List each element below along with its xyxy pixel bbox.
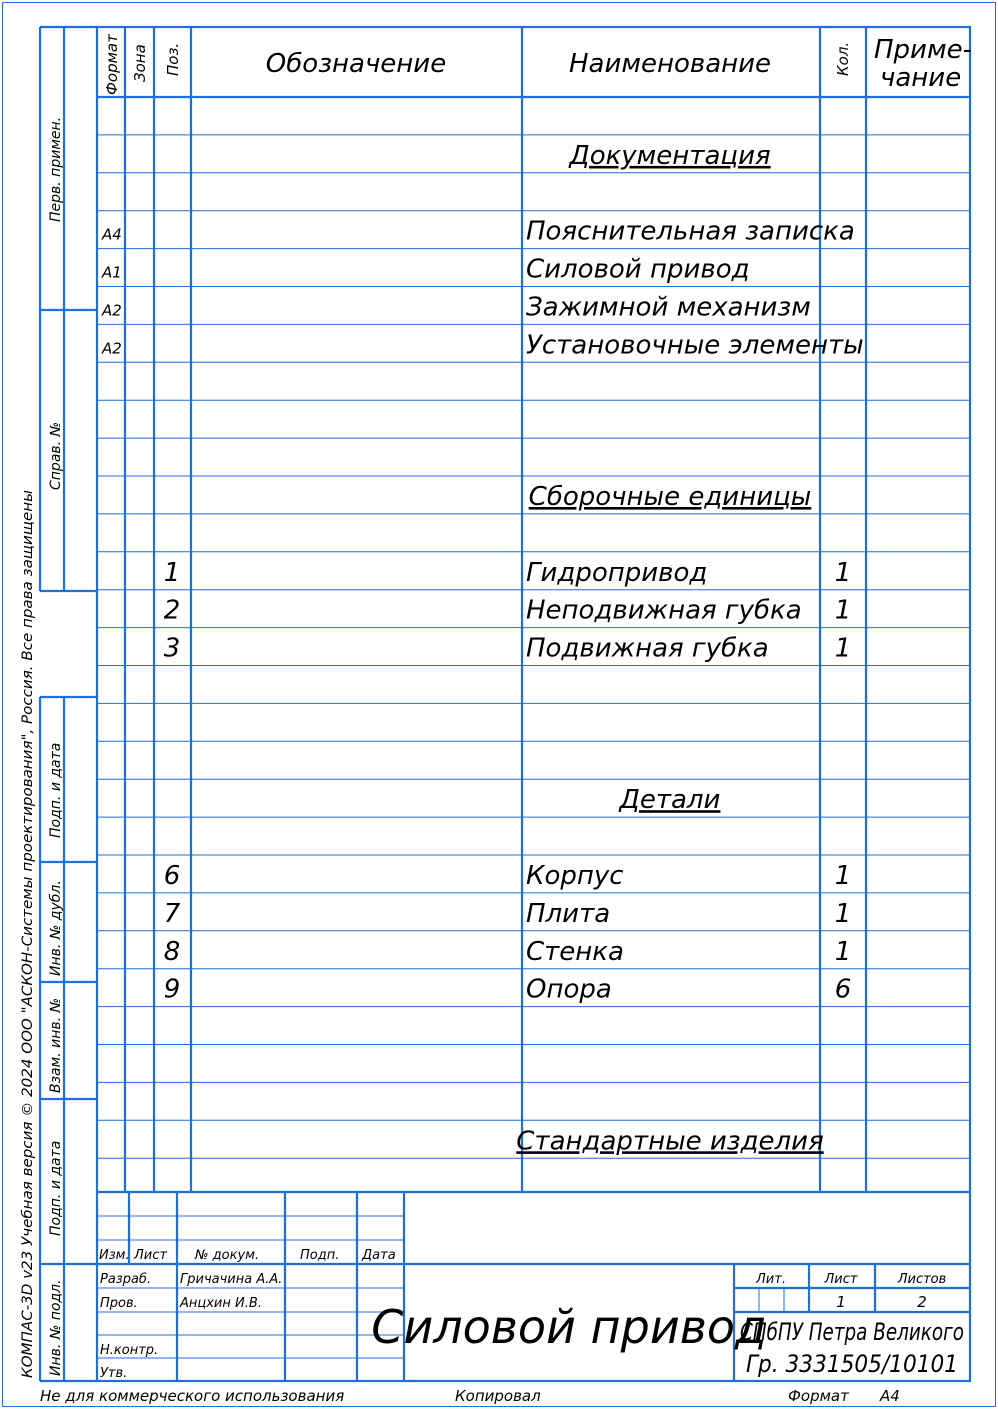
tb-sheet-label: Лист [824,1272,858,1287]
row-quantity: 1 [834,936,852,967]
row-format: А2 [102,301,122,320]
section-heading: Стандартные изделия [516,1126,824,1157]
header-name: Наименование [568,49,772,79]
title-block [99,1248,964,1381]
side-label-podp-data-2: Подп. и дата [48,1140,64,1236]
table-row [164,596,852,626]
table-row [529,482,812,512]
tb-razrab-name: Гричачина А.А. [180,1272,283,1287]
header-note-line1: Приме- [874,35,972,65]
table-row [164,937,852,967]
tb-razrab-label: Разраб. [100,1272,152,1287]
row-position: 6 [163,861,181,891]
side-label-podp-data-1: Подп. и дата [48,742,64,838]
row-name: Зажимной механизм [526,292,811,323]
row-name: Гидропривод [526,557,708,588]
row-format: А4 [102,225,122,244]
outer-frame [3,3,996,1407]
tb-sheets-label: Листов [897,1272,947,1287]
tb-utv-label: Утв. [100,1366,128,1381]
table-row [164,899,852,929]
tb-data: Дата [362,1248,396,1263]
row-position: 2 [163,595,181,626]
header-pos: Поз. [164,42,182,76]
footer-noncommercial: Не для коммерческого использования [40,1387,345,1405]
table-row [101,293,811,323]
row-position: 3 [163,633,181,664]
side-label-inv-podl: Инв. № подл. [48,1279,64,1376]
side-label-perv-primen: Перв. примен. [48,116,64,222]
row-position: 8 [163,936,181,967]
row-name: Опора [526,974,612,1005]
table-row [101,217,855,247]
table-row [101,255,750,285]
header-designation: Обозначение [265,49,447,79]
table-row [619,785,721,815]
row-format: А1 [102,263,122,282]
section-heading: Сборочные единицы [528,482,812,512]
footer-format-value: А4 [880,1387,900,1405]
spec-rows [101,141,864,1156]
row-name: Подвижная губка [526,633,769,664]
tb-list: Лист [134,1248,167,1263]
footer [40,1387,900,1405]
row-position: 1 [163,557,181,588]
tb-doc-no: № докум. [195,1248,260,1263]
tb-group: Гр. 3331505/10101 [746,1350,958,1378]
section-heading: Документация [569,140,771,171]
row-name: Плита [526,898,611,929]
header-note-line2: чание [880,63,962,93]
row-quantity: 1 [834,633,852,664]
side-label-sprav-no: Справ. № [48,421,64,490]
table-row [101,330,864,360]
tb-sheets-value: 2 [917,1293,927,1311]
header-qty: Кол. [834,41,852,76]
row-quantity: 6 [834,974,852,1005]
side-label-vzam-inv: Взам. инв. № [48,997,64,1093]
tb-izm: Изм. [99,1248,130,1263]
tb-lit-label: Лит. [756,1272,786,1287]
row-format: А2 [102,339,122,358]
document-title: Силовой привод [371,1300,767,1354]
tb-organization: СПбПУ Петра Великого [740,1318,964,1346]
tb-prov-name: Анцхин И.В. [180,1296,262,1311]
header-format: Формат [103,34,121,95]
row-name: Пояснительная записка [526,216,855,247]
table-row [164,634,852,664]
section-heading: Детали [619,785,721,816]
side-labels [20,117,64,1378]
row-quantity: 1 [834,595,852,626]
row-name: Стенка [526,936,624,967]
row-name: Корпус [526,861,624,891]
table-row [164,861,852,891]
side-label-inv-dubl: Инв. № дубл. [48,880,64,976]
row-name: Силовой привод [526,254,750,285]
table-row [568,141,770,171]
tb-podp: Подп. [300,1248,340,1263]
row-name: Неподвижная губка [526,595,802,626]
tb-sheet-value: 1 [836,1293,846,1311]
tb-prov-label: Пров. [100,1296,138,1311]
footer-copied: Копировал [455,1387,541,1405]
table-row [164,975,852,1005]
row-quantity: 1 [834,898,852,929]
row-quantity: 1 [834,557,852,588]
row-position: 7 [163,898,181,929]
footer-format-label: Формат [788,1387,849,1405]
row-name: Установочные элементы [526,330,864,361]
copyright-notice: КОМПАС-3D v23 Учебная версия © 2024 ООО "АСКОН-Системы проектирования", Россия. Все права защищены [20,552,36,1378]
tb-nkontr-label: Н.контр. [100,1343,159,1358]
row-position: 9 [163,974,181,1005]
table-row [516,1126,823,1156]
header-zone: Зона [131,44,149,82]
table-header [103,33,972,95]
row-quantity: 1 [834,861,852,891]
table-row [164,558,852,588]
